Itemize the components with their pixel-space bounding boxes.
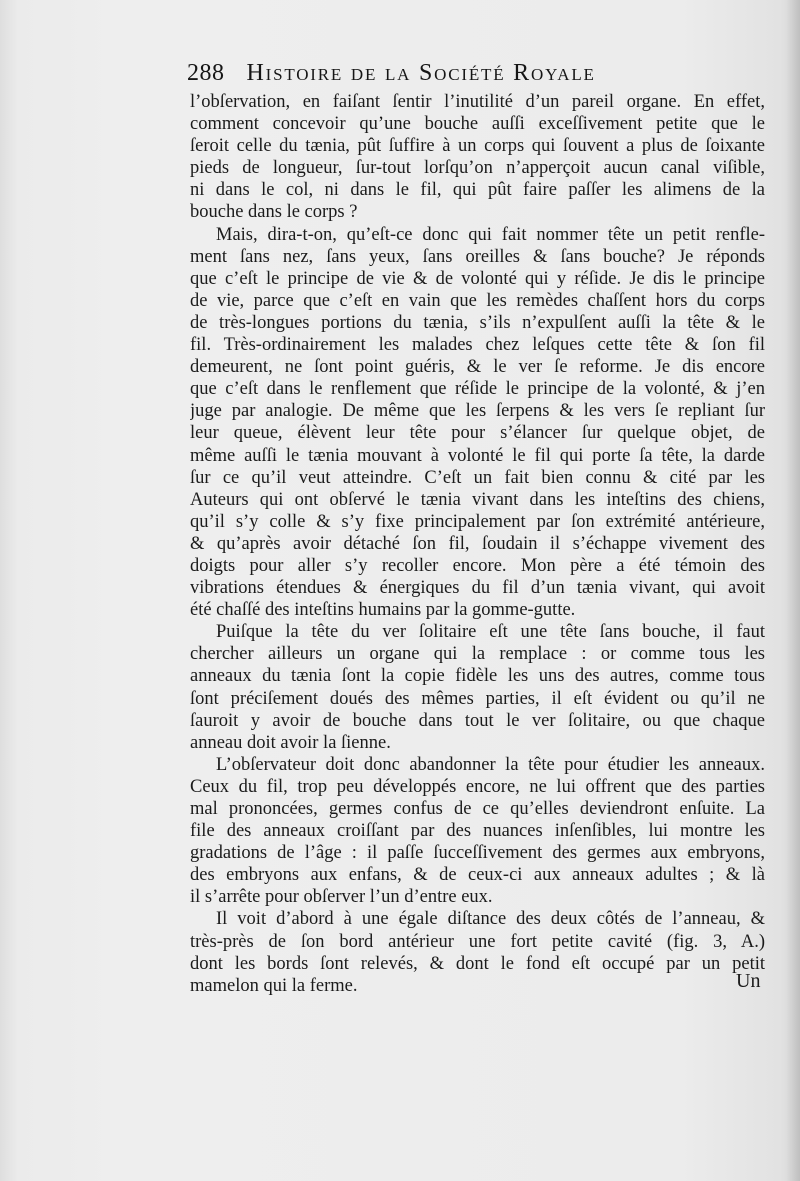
text-line: Il voit d’abord à une égale diſtance des deux côtés de l’anneau, & (216, 909, 765, 930)
text-line: Ceux du fil, trop peu développés encore, ne lui offrent que des parties (190, 776, 765, 797)
text-line: leur queue, élèvent leur tête pour s’élancer ſur quelque objet, de (190, 423, 765, 444)
text-line: ſeroit celle du tænia, pût ſuffire à un corps qui ſouvent a plus de ſoixante (190, 136, 765, 157)
text-line: de très-longues portions du tænia, s’ils n’expulſent auſſi la tête & le (190, 312, 765, 333)
paragraph (190, 91, 765, 224)
text-line: Auteurs qui ont obſervé le tænia vivant dans les inteſtins des chiens, (190, 489, 765, 510)
text-line: il s’arrête pour obſerver l’un d’entre eux. (190, 887, 493, 908)
text-line: doigts pour aller s’y recoller encore. Mon père a été témoin des (190, 555, 765, 576)
text-line: fil. Très-ordinairement les malades chez leſques cette tête & ſon fil (190, 335, 765, 356)
paragraph (190, 621, 765, 754)
text-line: qu’il s’y colle & s’y fixe principalement par ſon extrémité antérieure, (190, 511, 765, 532)
text-line: anneaux du tænia ſont la copie fidèle les uns des autres, comme tous (190, 666, 765, 687)
text-line: Mais, dira-t-on, qu’eſt-ce donc qui fait nommer tête un petit renfle- (216, 224, 765, 245)
text-line: l’obſervation, en faiſant ſentir l’inutilité d’un pareil organe. En effet, (190, 92, 765, 112)
page-edge-shadow (786, 0, 800, 1181)
text-line: & qu’après avoir détaché ſon fil, ſoudain il s’échappe vivement des (190, 533, 765, 554)
text-line: Puiſque la tête du ver ſolitaire eſt une tête ſans bouche, il faut (216, 622, 765, 643)
text-line: gradations de l’âge : il paſſe ſucceſſivement des germes aux embryons, (190, 843, 765, 864)
text-line: comment concevoir qu’une bouche auſſi exceſſivement petite que le (190, 114, 765, 135)
text-line: chercher ailleurs un organe qui la remplace : or comme tous les (190, 644, 765, 665)
text-line: dont les bords ſont relevés, & dont le fond eſt occupé par un petit (190, 953, 765, 974)
text-line: mamelon qui la ferme. (190, 975, 358, 996)
paragraph (190, 908, 765, 996)
body-text (190, 91, 765, 997)
text-line: ſauroit y avoir de bouche dans tout le ver ſolitaire, ou que chaque (190, 710, 765, 731)
text-line: que c’eſt le principe de vie & de volonté qui y réſide. Je dis le principe (190, 268, 765, 289)
text-line: ſont préciſement doués des mêmes parties, il eſt évident ou qu’il ne (190, 688, 765, 709)
text-line: juge par analogie. De même que les ſerpens & les vers ſe repliant ſur (190, 401, 765, 422)
text-line: que c’eſt dans le renflement que réſide le principe de la volonté, & j’en (190, 379, 765, 400)
catchword: Un (736, 970, 761, 992)
page-header (187, 60, 767, 94)
text-line: file des anneaux croiſſant par des nuances inſenſibles, lui montre les (190, 821, 765, 842)
text-line: ni dans le col, ni dans le fil, qui pût faire paſſer les alimens de la (190, 180, 765, 201)
text-line: des embryons aux enfans, & de ceux-ci aux anneaux adultes ; & là (190, 865, 765, 886)
text-line: de vie, parce que c’eſt en vain que les remèdes chaſſent hors du corps (190, 290, 765, 311)
text-line: vibrations étendues & énergiques du fil d’un tænia vivant, qui avoit (190, 578, 765, 599)
text-line: ment ſans nez, ſans yeux, ſans oreilles & ſans bouche? Je réponds (190, 246, 765, 267)
text-line: bouche dans le corps ? (190, 202, 358, 223)
paragraph (190, 224, 765, 622)
text-line: mal prononcées, germes confus de ce qu’elles deviendront enſuite. La (190, 799, 765, 819)
text-line: ſur ce qu’il veut atteindre. C’eſt un fait bien connu & cité par les (190, 467, 765, 488)
text-line: été chaſſé des inteſtins humains par la gomme-gutte. (190, 600, 576, 621)
text-line: anneau doit avoir la ſienne. (190, 732, 391, 753)
paragraph (190, 754, 765, 909)
text-line: même auſſi le tænia mouvant à volonté le fil qui porte ſa tête, la darde (190, 445, 765, 466)
text-line: L’obſervateur doit donc abandonner la tête pour étudier les anneaux. (216, 754, 765, 775)
text-line: demeurent, ne ſont point guéris, & le ver ſe reforme. Je dis encore (190, 357, 765, 378)
text-line: très-près de ſon bord antérieur une fort petite cavité (fig. 3, A.) (190, 931, 765, 952)
running-head: Histoire de la Société Royale (246, 60, 596, 86)
page-number: 288 (187, 60, 225, 86)
text-line: pieds de longueur, ſur-tout lorſqu’on n’apperçoit aucun canal viſible, (190, 158, 765, 179)
